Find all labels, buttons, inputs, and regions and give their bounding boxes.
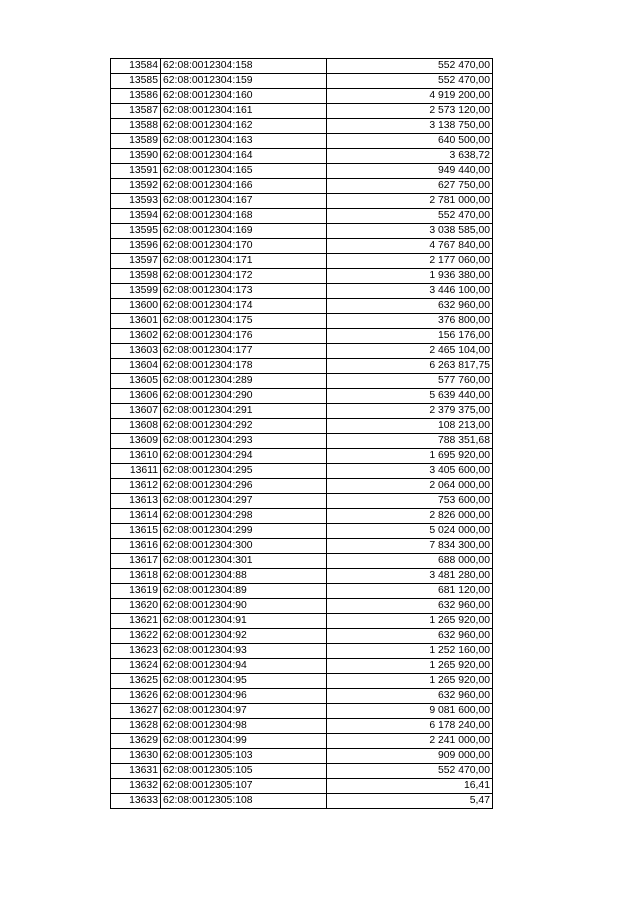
value-cell: 5 024 000,00 — [327, 524, 493, 539]
cadastral-number-cell: 62:08:0012304:298 — [161, 509, 327, 524]
row-number-cell: 13619 — [111, 584, 161, 599]
table-row — [111, 599, 493, 614]
value-cell: 2 177 060,00 — [327, 254, 493, 269]
value-cell: 5,47 — [327, 794, 493, 809]
cadastral-number-cell: 62:08:0012304:291 — [161, 404, 327, 419]
table-row — [111, 374, 493, 389]
value-cell: 788 351,68 — [327, 434, 493, 449]
row-number-cell: 13592 — [111, 179, 161, 194]
value-cell: 1 695 920,00 — [327, 449, 493, 464]
row-number-cell: 13609 — [111, 434, 161, 449]
row-number-cell: 13628 — [111, 719, 161, 734]
table-row — [111, 494, 493, 509]
table-row — [111, 509, 493, 524]
cadastral-number-cell: 62:08:0012304:160 — [161, 89, 327, 104]
table-row — [111, 239, 493, 254]
row-number-cell: 13632 — [111, 779, 161, 794]
value-cell: 4 767 840,00 — [327, 239, 493, 254]
table-row — [111, 569, 493, 584]
row-number-cell: 13620 — [111, 599, 161, 614]
table-row — [111, 344, 493, 359]
cadastral-number-cell: 62:08:0012304:161 — [161, 104, 327, 119]
cadastral-number-cell: 62:08:0012304:170 — [161, 239, 327, 254]
cadastral-number-cell: 62:08:0012305:108 — [161, 794, 327, 809]
value-cell: 108 213,00 — [327, 419, 493, 434]
row-number-cell: 13616 — [111, 539, 161, 554]
cadastral-number-cell: 62:08:0012304:96 — [161, 689, 327, 704]
table-row — [111, 299, 493, 314]
cadastral-number-cell: 62:08:0012304:177 — [161, 344, 327, 359]
table-body — [111, 59, 493, 809]
cadastral-number-cell: 62:08:0012304:171 — [161, 254, 327, 269]
table-row — [111, 464, 493, 479]
table-row — [111, 764, 493, 779]
cadastral-number-cell: 62:08:0012304:93 — [161, 644, 327, 659]
value-cell: 632 960,00 — [327, 629, 493, 644]
row-number-cell: 13602 — [111, 329, 161, 344]
table-row — [111, 584, 493, 599]
table-row — [111, 224, 493, 239]
cadastral-number-cell: 62:08:0012304:99 — [161, 734, 327, 749]
cadastral-number-cell: 62:08:0012304:301 — [161, 554, 327, 569]
row-number-cell: 13597 — [111, 254, 161, 269]
row-number-cell: 13633 — [111, 794, 161, 809]
value-cell: 9 081 600,00 — [327, 704, 493, 719]
row-number-cell: 13595 — [111, 224, 161, 239]
table-row — [111, 629, 493, 644]
value-cell: 753 600,00 — [327, 494, 493, 509]
value-cell: 1 265 920,00 — [327, 659, 493, 674]
row-number-cell: 13587 — [111, 104, 161, 119]
cadastral-number-cell: 62:08:0012304:95 — [161, 674, 327, 689]
row-number-cell: 13617 — [111, 554, 161, 569]
table-row — [111, 269, 493, 284]
cadastral-number-cell: 62:08:0012304:293 — [161, 434, 327, 449]
value-cell: 3 446 100,00 — [327, 284, 493, 299]
cadastral-number-cell: 62:08:0012304:162 — [161, 119, 327, 134]
value-cell: 949 440,00 — [327, 164, 493, 179]
table-row — [111, 314, 493, 329]
row-number-cell: 13612 — [111, 479, 161, 494]
row-number-cell: 13631 — [111, 764, 161, 779]
cadastral-number-cell: 62:08:0012305:107 — [161, 779, 327, 794]
table-row — [111, 434, 493, 449]
table-row — [111, 89, 493, 104]
value-cell: 552 470,00 — [327, 209, 493, 224]
row-number-cell: 13613 — [111, 494, 161, 509]
cadastral-number-cell: 62:08:0012304:89 — [161, 584, 327, 599]
table-row — [111, 359, 493, 374]
row-number-cell: 13624 — [111, 659, 161, 674]
cadastral-number-cell: 62:08:0012304:159 — [161, 74, 327, 89]
row-number-cell: 13625 — [111, 674, 161, 689]
cadastral-number-cell: 62:08:0012304:98 — [161, 719, 327, 734]
table-row — [111, 749, 493, 764]
cadastral-number-cell: 62:08:0012304:294 — [161, 449, 327, 464]
value-cell: 1 265 920,00 — [327, 614, 493, 629]
value-cell: 3 638,72 — [327, 149, 493, 164]
cadastral-number-cell: 62:08:0012305:105 — [161, 764, 327, 779]
table-row — [111, 719, 493, 734]
cadastral-number-cell: 62:08:0012304:176 — [161, 329, 327, 344]
cadastral-number-cell: 62:08:0012304:94 — [161, 659, 327, 674]
table-row — [111, 689, 493, 704]
table-row — [111, 104, 493, 119]
row-number-cell: 13600 — [111, 299, 161, 314]
value-cell: 7 834 300,00 — [327, 539, 493, 554]
value-cell: 627 750,00 — [327, 179, 493, 194]
table-row — [111, 524, 493, 539]
value-cell: 1 252 160,00 — [327, 644, 493, 659]
cadastral-number-cell: 62:08:0012304:165 — [161, 164, 327, 179]
value-cell: 681 120,00 — [327, 584, 493, 599]
cadastral-number-cell: 62:08:0012304:174 — [161, 299, 327, 314]
row-number-cell: 13585 — [111, 74, 161, 89]
value-cell: 632 960,00 — [327, 689, 493, 704]
value-cell: 6 263 817,75 — [327, 359, 493, 374]
row-number-cell: 13630 — [111, 749, 161, 764]
cadastral-number-cell: 62:08:0012304:92 — [161, 629, 327, 644]
cadastral-number-cell: 62:08:0012304:296 — [161, 479, 327, 494]
row-number-cell: 13594 — [111, 209, 161, 224]
cadastral-number-cell: 62:08:0012304:166 — [161, 179, 327, 194]
row-number-cell: 13605 — [111, 374, 161, 389]
cadastral-number-cell: 62:08:0012304:169 — [161, 224, 327, 239]
value-cell: 552 470,00 — [327, 59, 493, 74]
value-cell: 2 064 000,00 — [327, 479, 493, 494]
table-row — [111, 149, 493, 164]
row-number-cell: 13604 — [111, 359, 161, 374]
table-row — [111, 284, 493, 299]
table-row — [111, 74, 493, 89]
cadastral-number-cell: 62:08:0012304:289 — [161, 374, 327, 389]
table-row — [111, 539, 493, 554]
table-row — [111, 119, 493, 134]
row-number-cell: 13615 — [111, 524, 161, 539]
value-cell: 632 960,00 — [327, 599, 493, 614]
value-cell: 2 465 104,00 — [327, 344, 493, 359]
value-cell: 3 405 600,00 — [327, 464, 493, 479]
table-row — [111, 674, 493, 689]
value-cell: 4 919 200,00 — [327, 89, 493, 104]
cadastral-number-cell: 62:08:0012304:158 — [161, 59, 327, 74]
row-number-cell: 13614 — [111, 509, 161, 524]
table-row — [111, 779, 493, 794]
cadastral-number-cell: 62:08:0012304:172 — [161, 269, 327, 284]
value-cell: 1 936 380,00 — [327, 269, 493, 284]
row-number-cell: 13598 — [111, 269, 161, 284]
cadastral-number-cell: 62:08:0012304:292 — [161, 419, 327, 434]
value-cell: 156 176,00 — [327, 329, 493, 344]
value-cell: 640 500,00 — [327, 134, 493, 149]
row-number-cell: 13626 — [111, 689, 161, 704]
cadastral-number-cell: 62:08:0012304:300 — [161, 539, 327, 554]
table-row — [111, 659, 493, 674]
row-number-cell: 13588 — [111, 119, 161, 134]
table-row — [111, 734, 493, 749]
table-row — [111, 134, 493, 149]
value-cell: 5 639 440,00 — [327, 389, 493, 404]
table-row — [111, 404, 493, 419]
table-row — [111, 59, 493, 74]
row-number-cell: 13610 — [111, 449, 161, 464]
value-cell: 2 379 375,00 — [327, 404, 493, 419]
value-cell: 552 470,00 — [327, 74, 493, 89]
value-cell: 6 178 240,00 — [327, 719, 493, 734]
value-cell: 632 960,00 — [327, 299, 493, 314]
value-cell: 3 481 280,00 — [327, 569, 493, 584]
value-cell: 688 000,00 — [327, 554, 493, 569]
row-number-cell: 13606 — [111, 389, 161, 404]
cadastral-number-cell: 62:08:0012304:297 — [161, 494, 327, 509]
data-table — [110, 58, 493, 809]
row-number-cell: 13622 — [111, 629, 161, 644]
table-row — [111, 704, 493, 719]
row-number-cell: 13621 — [111, 614, 161, 629]
row-number-cell: 13627 — [111, 704, 161, 719]
row-number-cell: 13599 — [111, 284, 161, 299]
value-cell: 3 038 585,00 — [327, 224, 493, 239]
value-cell: 2 573 120,00 — [327, 104, 493, 119]
row-number-cell: 13618 — [111, 569, 161, 584]
row-number-cell: 13623 — [111, 644, 161, 659]
cadastral-number-cell: 62:08:0012304:88 — [161, 569, 327, 584]
value-cell: 2 781 000,00 — [327, 194, 493, 209]
cadastral-number-cell: 62:08:0012304:97 — [161, 704, 327, 719]
row-number-cell: 13608 — [111, 419, 161, 434]
value-cell: 552 470,00 — [327, 764, 493, 779]
value-cell: 3 138 750,00 — [327, 119, 493, 134]
cadastral-number-cell: 62:08:0012304:175 — [161, 314, 327, 329]
row-number-cell: 13591 — [111, 164, 161, 179]
table-row — [111, 794, 493, 809]
row-number-cell: 13601 — [111, 314, 161, 329]
row-number-cell: 13611 — [111, 464, 161, 479]
value-cell: 577 760,00 — [327, 374, 493, 389]
table-row — [111, 419, 493, 434]
row-number-cell: 13590 — [111, 149, 161, 164]
table-row — [111, 554, 493, 569]
table-row — [111, 194, 493, 209]
table-row — [111, 389, 493, 404]
cadastral-number-cell: 62:08:0012304:168 — [161, 209, 327, 224]
table-row — [111, 644, 493, 659]
cadastral-number-cell: 62:08:0012305:103 — [161, 749, 327, 764]
row-number-cell: 13584 — [111, 59, 161, 74]
value-cell: 376 800,00 — [327, 314, 493, 329]
table-row — [111, 479, 493, 494]
table-row — [111, 179, 493, 194]
row-number-cell: 13603 — [111, 344, 161, 359]
table-row — [111, 164, 493, 179]
row-number-cell: 13629 — [111, 734, 161, 749]
cadastral-number-cell: 62:08:0012304:90 — [161, 599, 327, 614]
row-number-cell: 13593 — [111, 194, 161, 209]
value-cell: 1 265 920,00 — [327, 674, 493, 689]
row-number-cell: 13586 — [111, 89, 161, 104]
cadastral-number-cell: 62:08:0012304:173 — [161, 284, 327, 299]
cadastral-number-cell: 62:08:0012304:299 — [161, 524, 327, 539]
table-row — [111, 449, 493, 464]
cadastral-number-cell: 62:08:0012304:163 — [161, 134, 327, 149]
cadastral-number-cell: 62:08:0012304:295 — [161, 464, 327, 479]
value-cell: 909 000,00 — [327, 749, 493, 764]
cadastral-number-cell: 62:08:0012304:91 — [161, 614, 327, 629]
value-cell: 16,41 — [327, 779, 493, 794]
cadastral-number-cell: 62:08:0012304:167 — [161, 194, 327, 209]
cadastral-number-cell: 62:08:0012304:290 — [161, 389, 327, 404]
value-cell: 2 826 000,00 — [327, 509, 493, 524]
row-number-cell: 13607 — [111, 404, 161, 419]
cadastral-number-cell: 62:08:0012304:178 — [161, 359, 327, 374]
table-row — [111, 254, 493, 269]
row-number-cell: 13589 — [111, 134, 161, 149]
table-row — [111, 614, 493, 629]
value-cell: 2 241 000,00 — [327, 734, 493, 749]
cadastral-number-cell: 62:08:0012304:164 — [161, 149, 327, 164]
row-number-cell: 13596 — [111, 239, 161, 254]
table-row — [111, 209, 493, 224]
table-row — [111, 329, 493, 344]
